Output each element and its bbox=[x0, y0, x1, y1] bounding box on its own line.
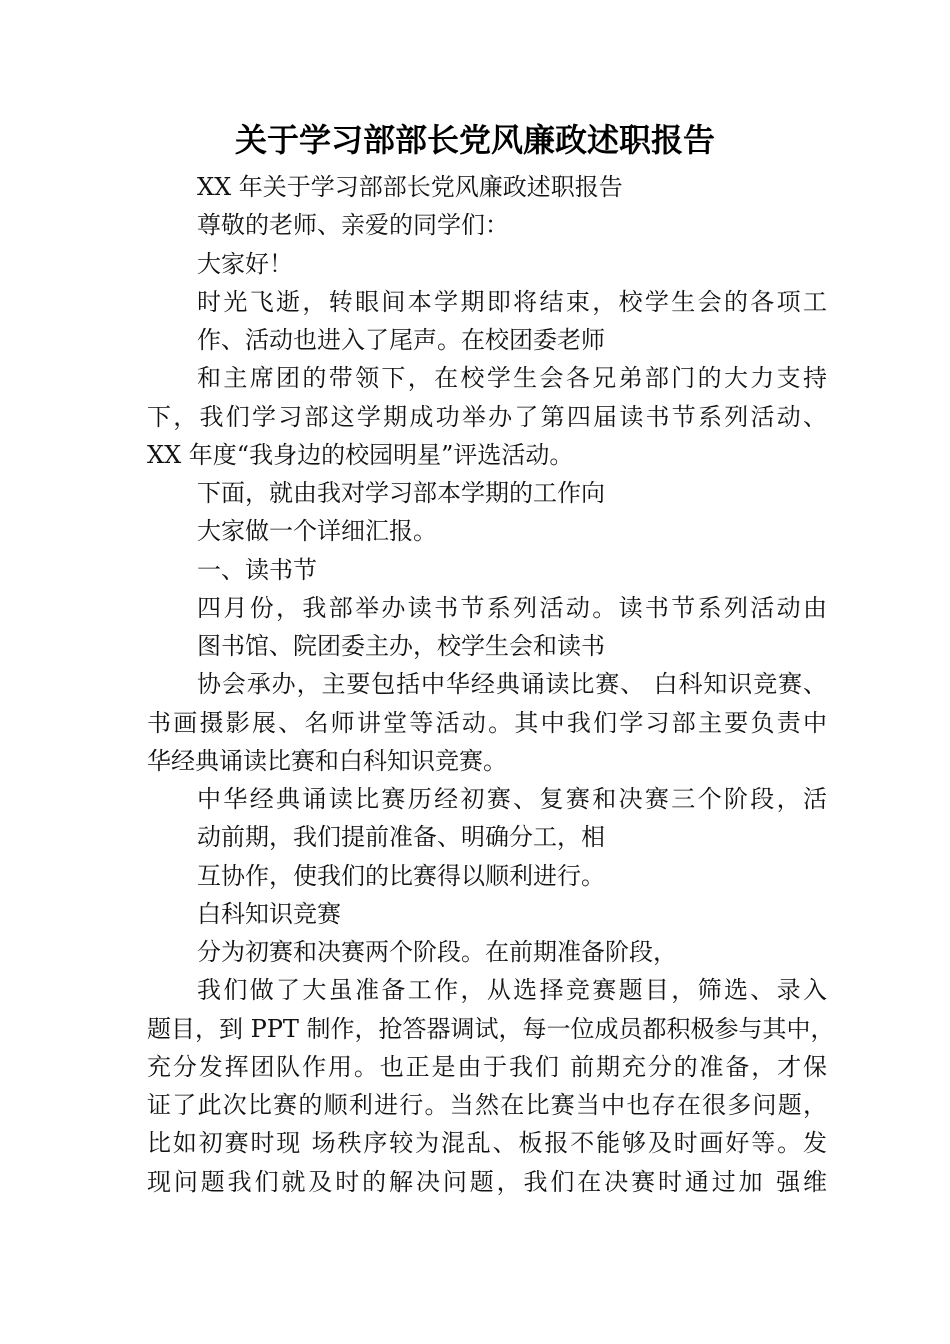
body-line: 四月份，我部举办读书节系列活动。读书节系列活动由 bbox=[197, 593, 827, 622]
body-line: 和主席团的带领下，在校学生会各兄弟部门的大力支持 bbox=[197, 364, 827, 393]
section-heading: 一、读书节 bbox=[197, 555, 317, 584]
body-line: 白科知识竞赛 bbox=[197, 899, 341, 928]
body-line: 书画摄影展、名师讲堂等活动。其中我们学习部主要负责中 bbox=[147, 708, 827, 737]
body-line: 中华经典诵读比赛历经初赛、复赛和决赛三个阶段，活 bbox=[197, 785, 827, 813]
body-line: 充分发挥团队作用。也正是由于我们 前期充分的准备，才保 bbox=[147, 1052, 827, 1081]
body-line: 下面，就由我对学习部本学期的工作向 bbox=[197, 479, 605, 507]
body-line: 大家好！ bbox=[197, 249, 293, 278]
body-line: 协会承办，主要包括中华经典诵读比赛、 白科知识竞赛、 bbox=[197, 670, 827, 699]
body-line: 时光飞逝，转眼间本学期即将结束，校学生会的各项工 bbox=[197, 287, 827, 316]
body-line: 图书馆、院团委主办，校学生会和读书 bbox=[197, 632, 605, 660]
body-line: 我们做了大虽准备工作，从选择竞赛题目，筛选、录入 bbox=[197, 976, 827, 1005]
body-line: 比如初赛时现 场秩序较为混乱、板报不能够及时画好等。发 bbox=[147, 1129, 827, 1158]
body-line: 证了此次比赛的顺利进行。当然在比赛当中也存在很多问题， bbox=[147, 1091, 827, 1119]
document-body bbox=[147, 168, 835, 1201]
body-line: 大家做一个详细汇报。 bbox=[197, 517, 437, 546]
document-title: 关于学习部部长党风廉政述职报告 bbox=[234, 121, 715, 159]
body-line: 题目，到 PPT 制作，抢答器调试，每一位成员都积极参与其中， bbox=[147, 1014, 835, 1043]
body-line: 互协作，使我们的比赛得以顺利进行。 bbox=[197, 861, 605, 890]
body-line: 华经典诵读比赛和白科知识竞赛。 bbox=[147, 746, 507, 775]
body-line: 下，我们学习部这学期成功举办了第四届读书节系列活动、 bbox=[147, 402, 827, 431]
body-line: XX 年关于学习部部长党风廉政述职报告 bbox=[197, 173, 623, 201]
body-line: 作、活动也进入了尾声。在校团委老师 bbox=[197, 326, 605, 354]
body-line: XX 年度“我身边的校园明星”评选活动。 bbox=[147, 440, 574, 469]
body-line: 动前期，我们提前准备、明确分工，相 bbox=[197, 823, 605, 852]
body-line: 现问题我们就及时的解决问题，我们在决赛时通过加 强维 bbox=[147, 1167, 827, 1196]
body-line: 分为初赛和决赛两个阶段。在前期准备阶段， bbox=[197, 938, 677, 966]
body-line: 尊敬的老师、亲爱的同学们： bbox=[197, 211, 509, 240]
